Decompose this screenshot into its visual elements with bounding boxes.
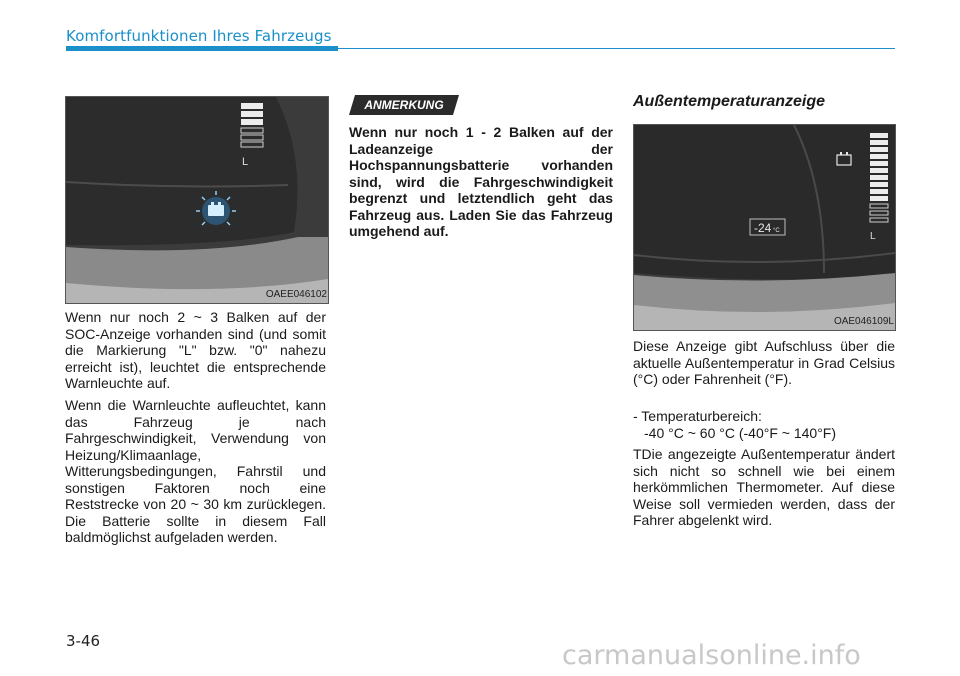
soc-gauge-figure	[65, 96, 329, 304]
section-heading: Außentemperaturanzeige	[633, 93, 826, 110]
body-paragraph: Diese Anzeige gibt Aufschluss über die aktuelle Außentemperatur in Grad Celsius (°C) oder Fahrenheit (°F).	[633, 338, 895, 387]
page-number: 3-46	[66, 632, 101, 650]
header-rule-accent	[66, 46, 338, 51]
note-badge	[349, 95, 459, 115]
figure-code: OAEE046102	[265, 289, 327, 300]
body-paragraph: TDie angezeigte Außentemperatur ändert sich nicht so schnell wie bei einem herkömmlichen Thermometer. Auf diese Weise soll vermieden werden, dass der Fahrer abgelenkt wird.	[633, 446, 895, 528]
body-paragraph: Wenn nur noch 2 ~ 3 Balken auf der SOC-Anzeige vorhanden sind (und somit die Markierung "L" bzw. "0" nahezu erreicht ist), leuchtet die entsprechende Warnleuchte auf.	[65, 309, 326, 391]
watermark: carmanualsonline.info	[562, 640, 861, 671]
header-rule	[338, 48, 895, 49]
temperature-value: -24	[754, 221, 772, 235]
gauge-l-label: L	[870, 231, 876, 242]
gauge-l-label: L	[242, 156, 249, 168]
section-title: Komfortfunktionen Ihres Fahrzeugs	[66, 27, 332, 45]
range-label: - Temperaturbereich:	[633, 408, 762, 424]
soc-gauge-illustration	[66, 97, 328, 303]
range-value: -40 °C ~ 60 °C (-40°F ~ 140°F)	[644, 425, 837, 441]
temperature-display-illustration	[634, 125, 895, 330]
soc-bars	[241, 103, 263, 125]
figure-code: OAE046109L	[833, 316, 894, 327]
note-label: ANMERKUNG	[364, 98, 444, 112]
note-text: Wenn nur noch 1 - 2 Balken auf der Ladeanzeige der Hochspannungsbatterie vorhanden sind, wird die Fahrgeschwindigkeit begrenzt und letztendlich geht das Fahrzeug aus. Laden Sie das Fahrzeug umgehend auf.	[349, 124, 613, 239]
outside-temperature-figure	[633, 124, 896, 331]
temperature-unit: °C	[773, 228, 780, 234]
body-paragraph: Wenn die Warnleuchte aufleuchtet, kann das Fahrzeug je nach Fahrgeschwindigkeit, Verwendung von Heizung/Klimaanlage, Witterungsbedingungen, Fahrstil und sonstigen Faktoren noch eine Reststrecke von 20 ~ 30 km zurücklegen. Die Batterie sollte in diesem Fall baldmöglichst aufgeladen werden.	[65, 397, 326, 545]
